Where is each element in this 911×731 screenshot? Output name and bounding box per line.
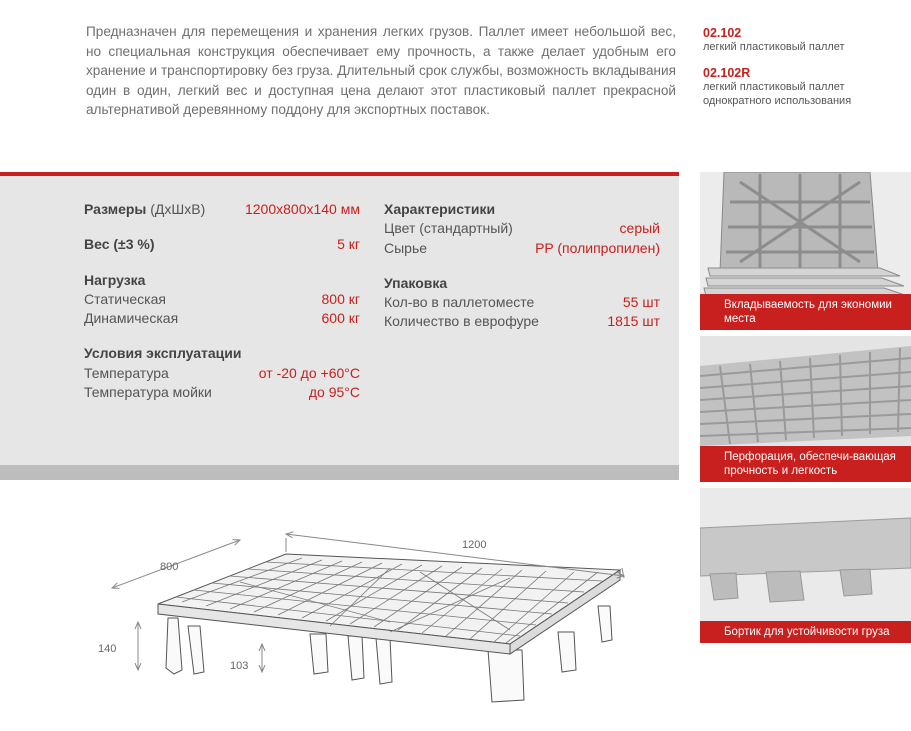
- load-heading: Нагрузка: [84, 271, 146, 288]
- product-code-1-desc: легкий пластиковый паллет: [703, 41, 845, 53]
- conditions-temp-value: от -20 до +60°C: [258, 364, 360, 381]
- spec-size-value: 1200x800x140 мм: [244, 201, 360, 217]
- conditions-temp-row: [84, 364, 360, 383]
- product-code-1: 02.102: [703, 26, 742, 40]
- specs-column-right: [384, 200, 660, 332]
- pack-pallet-row: [384, 293, 660, 312]
- spec-size-label: Размеры: [84, 201, 147, 217]
- band-bottom-edge: [0, 465, 679, 480]
- pack-truck-row: [384, 312, 660, 331]
- conditions-temp-label: Температура: [84, 364, 169, 381]
- conditions-wash-row: [84, 383, 360, 402]
- conditions-wash-value: до 95°C: [308, 384, 360, 401]
- spec-size-label-group: [84, 200, 205, 219]
- pack-truck-value: 1815 шт: [607, 313, 660, 330]
- spec-weight-row: [84, 235, 360, 254]
- char-material-row: [384, 239, 660, 258]
- spec-weight-label: Вес (±3 %): [84, 236, 155, 253]
- conditions-wash-label: Температура мойки: [84, 384, 212, 401]
- accent-bar: [0, 172, 679, 176]
- characteristics-heading: Характеристики: [384, 201, 496, 217]
- pack-pallet-value: 55 шт: [622, 294, 660, 311]
- packaging-heading: Упаковка: [384, 274, 448, 291]
- caption-nesting: Вкладываемость для экономии места: [700, 294, 911, 330]
- load-static-label: Статическая: [84, 290, 166, 307]
- specs-column-left: [84, 200, 360, 402]
- char-color-row: [384, 219, 660, 238]
- load-static-value: 800 кг: [321, 290, 360, 307]
- char-color-label: Цвет (стандартный): [384, 220, 513, 237]
- char-material-value: PP (полипропилен): [535, 239, 660, 256]
- load-dynamic-row: [84, 309, 360, 328]
- spec-size-unit: (ДхШхВ): [150, 201, 206, 217]
- pallet-rim-image: [700, 488, 911, 643]
- pack-truck-label: Количество в еврофуре: [384, 313, 539, 330]
- photo-nesting: [700, 172, 911, 330]
- char-color-value: серый: [619, 220, 660, 237]
- load-static-row: [84, 290, 360, 309]
- product-code-2: 02.102R: [703, 66, 751, 80]
- load-dynamic-label: Динамическая: [84, 310, 179, 327]
- photo-perforation: [700, 336, 911, 482]
- dim-leg-height-label: 103: [230, 660, 249, 672]
- dim-width-label: 800: [160, 561, 179, 573]
- product-code-2-desc: легкий пластиковый паллет однократного использования: [703, 81, 852, 107]
- dim-height-label: 140: [98, 643, 117, 655]
- specs-panel: [0, 172, 679, 480]
- load-dynamic-value: 600 кг: [321, 310, 360, 327]
- dim-length-label: 1200: [462, 539, 487, 551]
- product-codes: [703, 26, 903, 108]
- spec-size-row: [84, 200, 360, 219]
- intro-paragraph: Предназначен для перемещения и хранения легких грузов. Паллет имеет небольшой вес, но специальная конструкция обеспечивает ему прочность, а также делает удобным его хранение и транспортировку без груза. Длительный срок службы, возможность вкладывания один в один, легкий вес и доступная цена делают этот пластиковый паллет прекрасной альтернативой деревянному поддону для экспортных поставок.: [86, 24, 676, 118]
- photo-rim: [700, 488, 911, 643]
- caption-perforation: Перфорация, обеспечи-вающая прочность и легкость: [700, 446, 911, 482]
- spec-weight-value: 5 кг: [337, 236, 360, 253]
- caption-rim: Бортик для устойчивости груза: [700, 621, 911, 643]
- pack-pallet-label: Кол-во в паллетоместе: [384, 294, 535, 311]
- pallet-technical-drawing: [90, 522, 660, 722]
- conditions-heading: Условия эксплуатации: [84, 345, 242, 362]
- char-material-label: Сырье: [384, 239, 428, 256]
